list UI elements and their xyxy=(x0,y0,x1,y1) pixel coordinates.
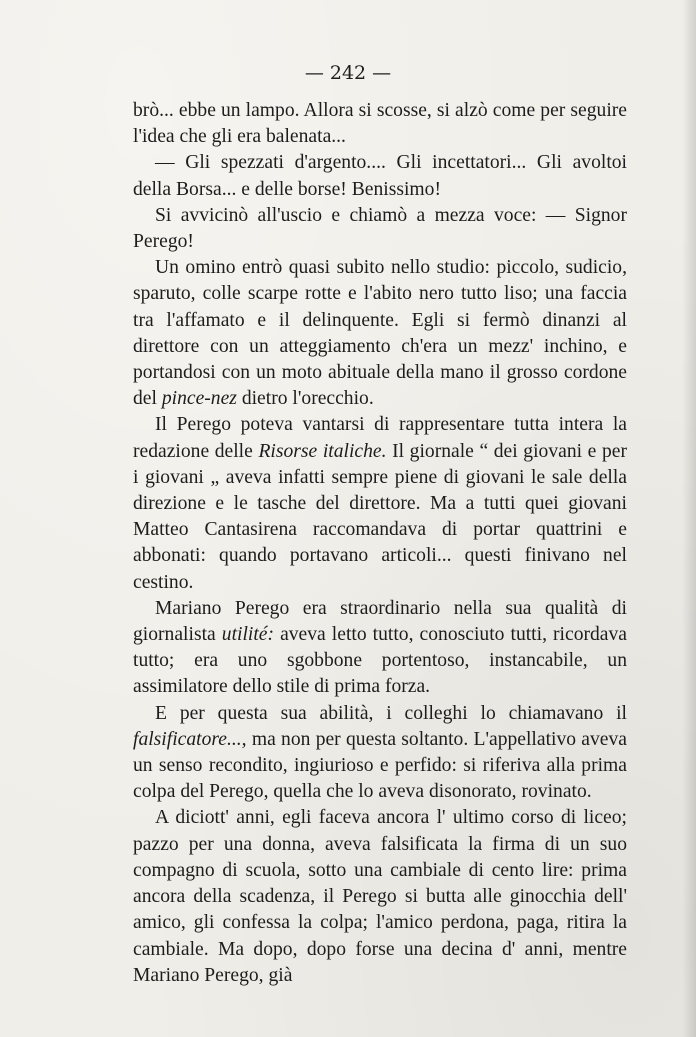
text-segment: Mariano Perego era straordinario nella sua qualità di giornalista xyxy=(133,597,627,646)
text-segment: Il giornale “ dei giovani e per i giovani „ aveva infatti sempre piene di giovani le sale della direzione e le tasche del direttore. Ma a tutti quei giovani Matteo Cantasirena raccomandava di portar quattrini e abbonati: quando portavano articoli... questi finivano nel cestino. xyxy=(133,440,627,593)
page-spine-shadow xyxy=(682,0,696,1037)
text-segment: — Gli spezzati d'argento.... Gli incettatori... Gli avoltoi della Borsa... e delle borse! Benissimo! xyxy=(133,152,627,200)
italic-text: utilité: xyxy=(221,624,275,646)
body-text xyxy=(133,98,627,989)
text-segment: Un omino entrò quasi subito nello studio: piccolo, sudicio, sparuto, colle scarpe rotte e l'abito nero tutto liso; una faccia tra l'affamato e il delinquente. Egli si fermò dinanzi al direttore con un atteggiamento ch'era un mezz' inchino, e portandosi con un moto abituale della mano il grosso cordone del xyxy=(133,257,627,410)
italic-text: falsificatore..., xyxy=(133,728,247,750)
paragraph xyxy=(133,98,627,150)
text-segment: brò... ebbe un lampo. Allora si scosse, si alzò come per seguire l'idea che gli era balenata... xyxy=(133,100,627,148)
italic-text: pince-nez xyxy=(161,388,237,410)
text-segment: Il Perego poteva vantarsi di rappresentare tutta intera la redazione delle xyxy=(133,414,627,462)
text-segment: ma non per questa soltanto. L'appellativo aveva un senso recondito, ingiurioso e perfido: si riferiva alla prima colpa del Perego, quella che lo aveva disonorato, rovinato. xyxy=(133,728,627,803)
paragraph xyxy=(133,596,627,701)
paragraph xyxy=(133,255,627,412)
text-segment: dietro l'orecchio. xyxy=(236,388,374,410)
text-segment: aveva letto tutto, conosciuto tutti, ricordava tutto; era uno sgobbone portentoso, instancabile, un assimilatore dello stile di prima forza. xyxy=(133,624,627,698)
paragraph xyxy=(133,701,627,806)
text-segment: E per questa sua abilità, i colleghi lo chiamavano il xyxy=(155,702,627,724)
italic-text: Risorse italiche. xyxy=(258,440,387,462)
text-segment: A diciott' anni, egli faceva ancora l' ultimo corso di liceo; pazzo per una donna, aveva falsificata la firma di un suo compagno di scuola, sotto una cambiale di cento lire: prima ancora della scadenza, il Perego si butta alle ginocchia dell' amico, gli confessa la colpa; l'amico perdona, paga, ritira la cambiale. Ma dopo, dopo forse una decina d' anni, mentre Mariano Perego, già xyxy=(133,807,627,986)
paragraph xyxy=(133,805,627,988)
paragraph xyxy=(133,412,627,595)
page-number: — 242 — xyxy=(304,62,392,84)
text-segment: Si avvicinò all'uscio e chiamò a mezza voce: — Signor Perego! xyxy=(133,204,627,253)
paragraph xyxy=(133,203,627,255)
paragraph xyxy=(133,150,627,202)
